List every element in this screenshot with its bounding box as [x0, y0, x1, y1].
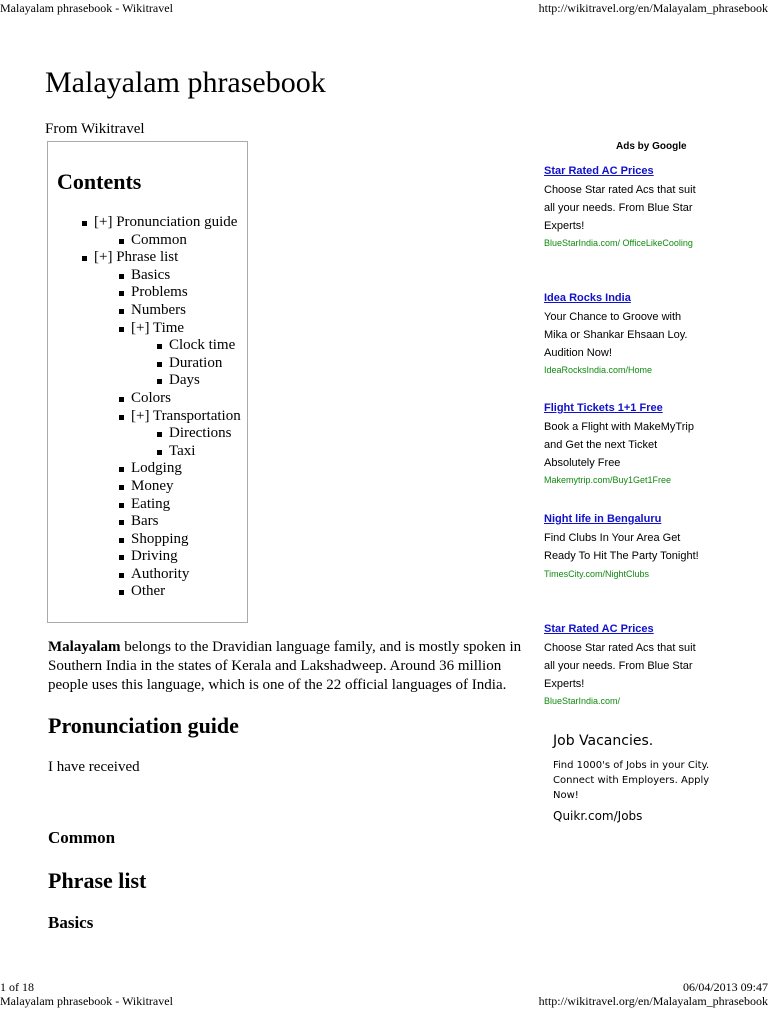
toc-item-label[interactable]: [+] Transportation [131, 407, 241, 424]
toc-item-label[interactable]: Shopping [131, 530, 189, 547]
toc-item-label[interactable]: Other [131, 583, 166, 600]
bullet-icon [119, 397, 124, 402]
ad-text: Choose Star rated Acs that suit all your needs. From Blue Star Experts! [544, 184, 696, 232]
page-source: From Wikitravel [45, 121, 145, 137]
page-title: Malayalam phrasebook [45, 66, 326, 99]
toc-item-label[interactable]: Lodging [131, 460, 182, 477]
heading-pronunciation-guide: Pronunciation guide [48, 713, 239, 738]
print-footer-url: http://wikitravel.org/en/Malayalam_phrasebook [538, 994, 768, 1008]
ad-title-link[interactable]: Star Rated AC Prices [544, 165, 654, 177]
bullet-icon [157, 432, 162, 437]
intro-paragraph [48, 638, 522, 695]
toc-item-label[interactable]: Basics [131, 266, 171, 283]
bullet-icon [119, 239, 124, 244]
print-header-title: Malayalam phrasebook - Wikitravel [0, 1, 173, 15]
ad-text: Your Chance to Groove with Mika or Shankar Ehsaan Loy. Audition Now! [544, 311, 688, 359]
heading-common: Common [48, 828, 116, 847]
toc-item-label[interactable]: Numbers [131, 301, 186, 318]
intro-text: belongs to the Dravidian language family, and is mostly spoken in Southern India in the states of Kerala and Lakshadweep. Around 36 million people uses this language, which is one of the 22 official languages of India. [48, 639, 522, 693]
bullet-icon [119, 274, 124, 279]
toc-item-label[interactable]: Eating [131, 495, 171, 512]
ad-block [544, 399, 704, 489]
toc-item-label[interactable]: Problems [131, 284, 188, 301]
bullet-icon [157, 344, 162, 349]
print-date: 06/04/2013 09:47 [682, 980, 768, 994]
ad-text: Find Clubs In Your Area Get Ready To Hit The Party Tonight! [544, 532, 699, 562]
bullet-icon [119, 309, 124, 314]
toc-item-label[interactable]: Money [131, 477, 174, 494]
toc-item-label[interactable]: Taxi [169, 442, 196, 459]
toc-title: Contents [57, 169, 142, 194]
toc-item-label[interactable]: Clock time [169, 337, 236, 354]
intro-bold-term: Malayalam [48, 639, 121, 655]
bullet-icon [157, 379, 162, 384]
ad-url[interactable]: IdeaRocksIndia.com/Home [544, 365, 653, 376]
toc-item-label[interactable]: Colors [131, 389, 172, 406]
bullet-icon [82, 256, 87, 261]
ad-block [544, 289, 704, 379]
bullet-icon [119, 590, 124, 595]
ad-block [544, 510, 704, 583]
toc-item-label[interactable]: Driving [131, 548, 178, 565]
toc-item-label[interactable]: Bars [131, 513, 159, 530]
bullet-icon [119, 503, 124, 508]
bullet-icon [157, 362, 162, 367]
bullet-icon [157, 450, 162, 455]
ad-url[interactable]: BlueStarIndia.com/ OfficeLikeCooling [544, 238, 693, 249]
ad-text: Choose Star rated Acs that suit all your needs. From Blue Star Experts! [544, 642, 696, 690]
bullet-icon [119, 327, 124, 332]
job-ad[interactable] [553, 733, 713, 823]
bullet-icon [119, 485, 124, 490]
heading-phrase-list: Phrase list [48, 868, 147, 893]
ad-url[interactable]: Makemytrip.com/Buy1Get1Free [544, 475, 672, 486]
toc-item-label[interactable]: [+] Time [131, 319, 185, 336]
bullet-icon [119, 538, 124, 543]
job-ad-url[interactable]: Quikr.com/Jobs [553, 809, 643, 823]
toc-item-label[interactable]: Authority [131, 565, 190, 582]
toc-item-label[interactable]: Days [169, 372, 200, 389]
job-ad-text: Find 1000's of Jobs in your City. Connect with Employers. Apply Now! [553, 760, 710, 801]
bullet-icon [119, 291, 124, 296]
ad-block-clipped [544, 620, 714, 708]
ad-url[interactable]: TimesCity.com/NightClubs [544, 568, 650, 579]
job-ad-title[interactable]: Job Vacancies. [553, 733, 654, 749]
ad-title-link[interactable]: Star Rated AC Prices [544, 623, 654, 635]
ad-title-link[interactable]: Flight Tickets 1+1 Free [544, 402, 663, 414]
bullet-icon [82, 221, 87, 226]
ad-title-link[interactable]: Night life in Bengaluru [544, 513, 662, 525]
bullet-icon [119, 415, 124, 420]
bullet-icon [119, 467, 124, 472]
bullet-icon [119, 520, 124, 525]
print-footer-title: Malayalam phrasebook - Wikitravel [0, 994, 173, 1008]
ad-block [544, 162, 704, 252]
heading-basics: Basics [48, 913, 94, 932]
bullet-icon [119, 555, 124, 560]
ad-text: Book a Flight with MakeMyTrip and Get the next Ticket Absolutely Free [544, 421, 694, 469]
pronunciation-text: I have received [48, 759, 140, 775]
toc-item-label[interactable]: Duration [169, 354, 223, 371]
ad-url[interactable]: BlueStarIndia.com/ [544, 696, 621, 707]
table-of-contents [47, 141, 248, 623]
toc-item-label[interactable]: [+] Phrase list [94, 249, 179, 266]
toc-item-label[interactable]: [+] Pronunciation guide [94, 214, 238, 230]
bullet-icon [119, 573, 124, 578]
page-number: 1 of 18 [0, 980, 34, 994]
ad-block [544, 620, 704, 708]
ads-by-google-label: Ads by Google [616, 141, 687, 152]
print-header-url: http://wikitravel.org/en/Malayalam_phrasebook [538, 1, 768, 15]
toc-item-label[interactable]: Directions [169, 425, 232, 442]
ad-title-link[interactable]: Idea Rocks India [544, 292, 631, 304]
toc-item-label[interactable]: Common [131, 231, 187, 248]
